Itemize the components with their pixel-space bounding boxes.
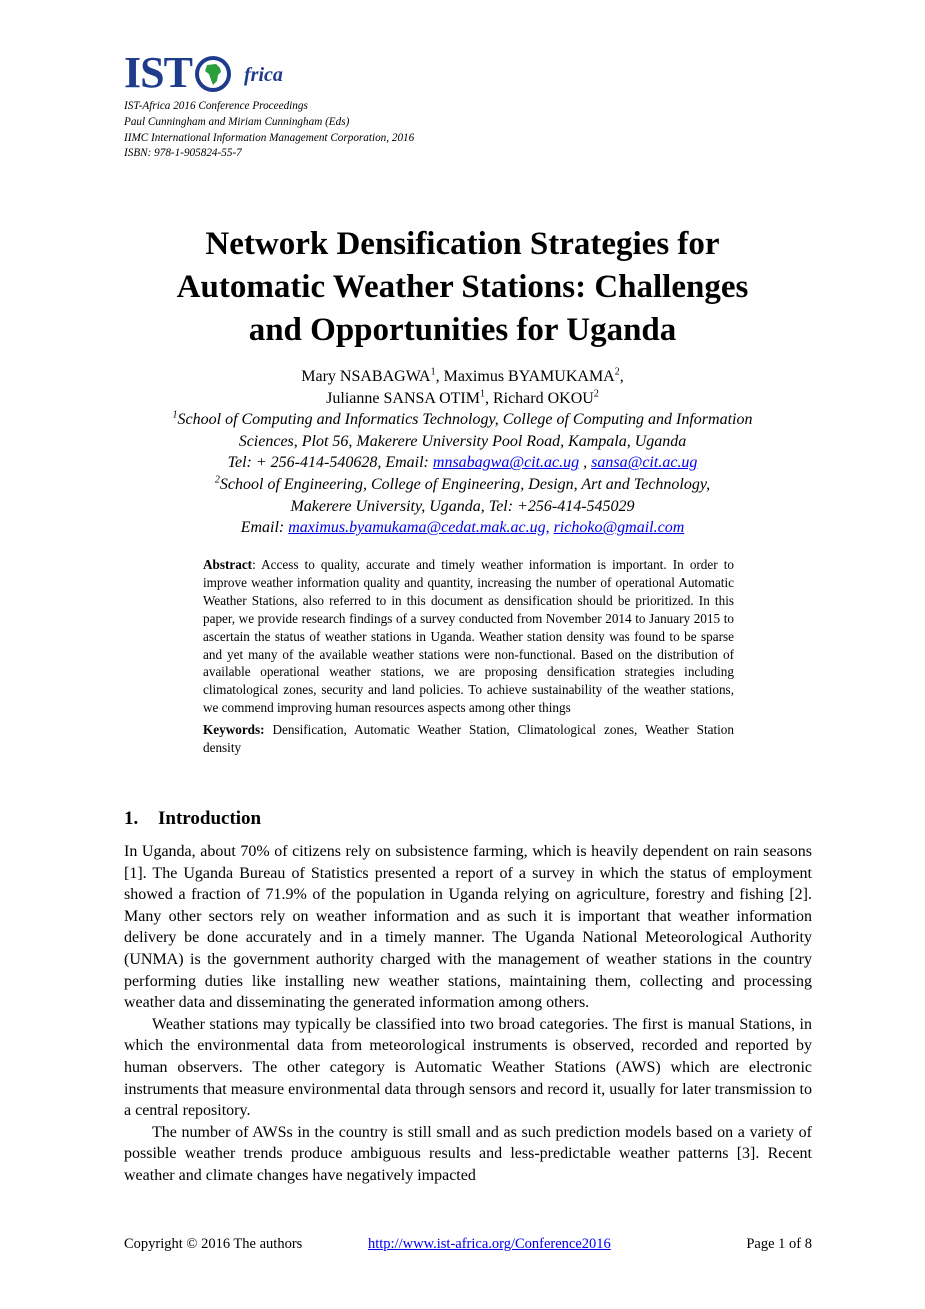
separator: , <box>484 389 493 407</box>
affiliation-text: School of Computing and Informatics Technology, College of Computing and Information <box>177 411 753 429</box>
title-line: Automatic Weather Stations: Challenges <box>176 269 749 305</box>
isbn-line: ISBN: 978-1-905824-55-7 <box>124 147 242 160</box>
paragraph: The number of AWSs in the country is still small and as such prediction models based on a variety of possible weather trends produce ambiguous results and less-predictable weather patterns [3]. Recent weather and climate changes have negatively impacted <box>124 1123 812 1184</box>
author-name: Mary NSABAGWA <box>301 368 431 385</box>
affiliation-1 <box>0 409 925 431</box>
abstract-text: : Access to quality, accurate and timely weather information is important. In order to improve weather information quality and quantity, increasing the number of operational Automatic Weather Stations, also referred to in this document as densification should be prioritized. In this paper, we provide research findings of a survey conducted from November 2014 to January 2015 to ascertain the status of weather stations in Uganda. Weather station density was found to be sparse and yet many of the available weather stations were non-functional. Based on the distribution of available operational weather stations, we are proposing densification strategies including climatological zones, security and land policies. To achieve sustainability of the weather stations, we commend improving human resources aspects among other things <box>203 557 734 716</box>
author-sup: 1 <box>479 388 485 400</box>
author-name: Richard OKOU <box>492 389 594 407</box>
title-line: Network Densification Strategies for <box>205 226 720 262</box>
section-body <box>124 841 812 1187</box>
author-name: Maximus BYAMUKAMA <box>443 368 615 385</box>
email-link[interactable]: richoko@gmail.com <box>553 519 685 537</box>
title-line: and Opportunities for Uganda <box>248 312 677 348</box>
affiliation-2-address: Makerere University, Uganda, Tel: +256-414-545029 <box>290 497 635 515</box>
logo-ist-text: IST <box>124 48 192 97</box>
author-line <box>0 388 925 410</box>
separator: , <box>435 368 444 385</box>
author-sup: 1 <box>430 366 436 378</box>
author-block <box>0 366 925 539</box>
keywords-label: Keywords: <box>203 722 265 738</box>
affiliation-2-contact <box>0 517 925 539</box>
contact-text: Email: <box>240 519 289 537</box>
paragraph: Weather stations may typically be classified into two broad categories. The first is manual Stations, in which the environmental data from meteorological instruments is observed, recorded and reported by human observers. The other category is Automatic Weather Stations (AWS) which are electronic instruments that measure environmental data through sensors and record it, usually for later transmission to a central repository. <box>124 1015 812 1120</box>
author-line <box>0 366 925 388</box>
affiliation-2 <box>0 474 925 496</box>
proceedings-info <box>124 99 414 162</box>
conference-url-link[interactable]: http://www.ist-africa.org/Conference2016 <box>368 1236 611 1252</box>
separator: , <box>619 368 624 385</box>
abstract-body <box>203 556 734 717</box>
keywords-text: Densification, Automatic Weather Station, Climatological zones, Weather Station density <box>203 722 734 756</box>
email-link[interactable]: mnsabagwa@cit.ac.ug <box>432 454 580 472</box>
author-sup: 2 <box>593 388 599 400</box>
section-number: 1. <box>124 808 139 829</box>
affiliation-sup: 2 <box>214 474 220 486</box>
affiliation-sup: 1 <box>172 409 178 421</box>
abstract <box>203 556 734 757</box>
page-number: Page 1 of 8 <box>746 1236 812 1252</box>
author-sup: 2 <box>614 366 620 378</box>
keywords <box>203 721 734 757</box>
email-link[interactable]: sansa@cit.ac.ug <box>591 454 698 472</box>
africa-globe-icon <box>194 55 232 93</box>
separator: , <box>579 454 592 472</box>
abstract-label: Abstract <box>203 557 253 572</box>
editors-line: Paul Cunningham and Miriam Cunningham (Eds) <box>124 115 350 128</box>
email-link[interactable]: maximus.byamukama@cedat.mak.ac.ug, <box>288 519 550 537</box>
affiliation-1-contact <box>0 452 925 474</box>
affiliation-text: School of Engineering, College of Engineering, Design, Art and Technology, <box>219 475 711 493</box>
section-title: Introduction <box>158 808 262 829</box>
paragraph: In Uganda, about 70% of citizens rely on subsistence farming, which is heavily dependent on rain seasons [1]. The Uganda Bureau of Statistics presented a report of a survey in which the status of employment showed a fraction of 71.9% of the population in Uganda relying on agriculture, forestry and fishing [2]. Many other sectors rely on weather information and as such it is important that weather information delivery be done accurately and in a timely manner. The Uganda National Meteorological Authority (UNMA) is the government authority charged with the management of weather stations in the country performing duties like installing new weather stations, maintaining them, collecting and processing weather data and disseminating the generated information among others. <box>124 843 812 1012</box>
publisher-line: IIMC International Information Management Corporation, 2016 <box>124 131 415 144</box>
proceedings-line: IST-Africa 2016 Conference Proceedings <box>124 100 308 112</box>
contact-text: Tel: + 256-414-540628, Email: <box>227 454 433 472</box>
conference-logo <box>124 48 283 97</box>
paper-title <box>0 223 925 352</box>
logo-frica-text: frica <box>244 64 283 86</box>
affiliation-1-address: Sciences, Plot 56, Makerere University Pool Road, Kampala, Uganda <box>238 432 687 450</box>
copyright-text: Copyright © 2016 The authors <box>124 1236 303 1252</box>
section-heading <box>124 808 261 830</box>
author-name: Julianne SANSA OTIM <box>326 389 480 407</box>
